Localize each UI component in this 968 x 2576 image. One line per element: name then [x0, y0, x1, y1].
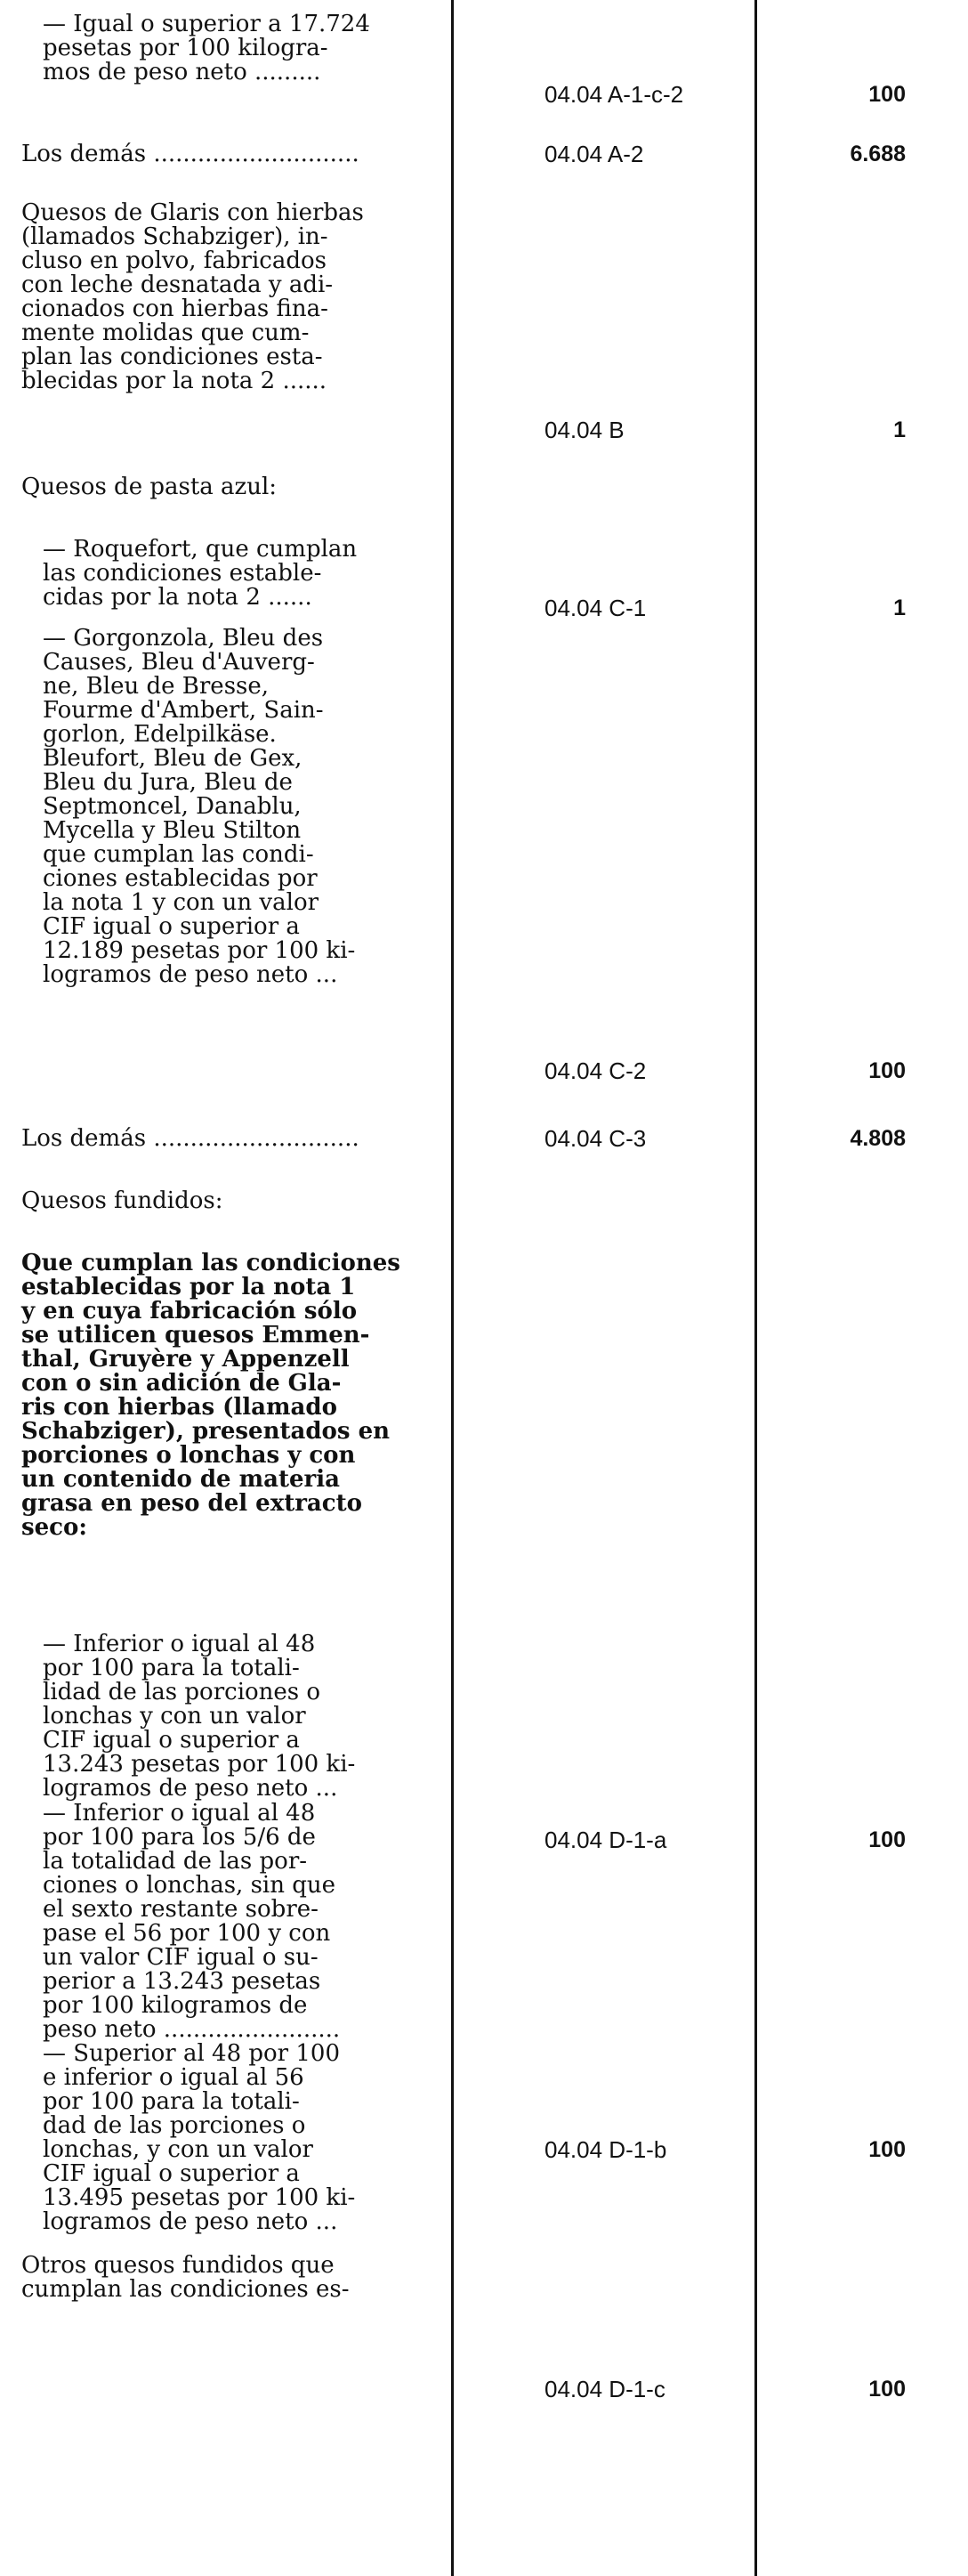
column-divider-left: [451, 0, 454, 2576]
tariff-code: 04.04 C-1: [544, 595, 647, 621]
tariff-code: 04.04 C-3: [544, 1125, 647, 1152]
description-item: — Gorgonzola, Bleu des Causes, Bleu d'Auverg- ne, Bleu de Bresse, Fourme d'Ambert, Sain- gorlon, Edelpilkäse. Bleufort, Bleu de Gex, Bleu du Jura, Bleu de Septmoncel, Danablu, Mycella y Bleu Stilton que cumplan las condi- ciones establecidas por la nota 1 y con un valor CIF igual o superior a 12.189 pesetas por 100 ki- logramos de peso neto ...: [43, 625, 356, 988]
description-item: — Inferior o igual al 48 por 100 para la totali- lidad de las porciones o lonchas y con un valor CIF igual o superior a 13.243 pesetas por 100 ki- logramos de peso neto ...: [43, 1631, 356, 1802]
duty-value: 100: [868, 2137, 906, 2162]
description-item: Los demás ............................: [21, 1125, 359, 1152]
tariff-code: 04.04 B: [544, 417, 625, 443]
tariff-code: 04.04 A-2: [544, 141, 644, 167]
description-item: Otros quesos fundidos que cumplan las condiciones es-: [21, 2252, 350, 2303]
duty-value: 100: [868, 82, 906, 107]
duty-value: 4.808: [850, 1126, 906, 1151]
duty-value: 6.688: [850, 142, 906, 166]
tariff-code: 04.04 A-1-c-2: [544, 81, 684, 108]
description-item: — Roquefort, que cumplan las condiciones estable- cidas por la nota 2 ......: [43, 536, 358, 611]
duty-value: 1: [893, 417, 906, 442]
duty-value: 100: [868, 1058, 906, 1083]
tariff-code: 04.04 D-1-b: [544, 2136, 667, 2163]
description-item: — Igual o superior a 17.724 pesetas por 100 kilogra- mos de peso neto .........: [43, 11, 370, 85]
tariff-code: 04.04 C-2: [544, 1057, 647, 1084]
description-item: Los demás ............................: [21, 141, 359, 167]
description-item: Quesos de Glaris con hierbas (llamados Schabziger), in- cluso en polvo, fabricados con leche desnatada y adi- cionados con hierbas fina- mente molidas que cum- plan las condiciones esta- blecidas por la nota 2 ......: [21, 199, 364, 394]
duty-value: 1: [893, 595, 906, 620]
section-heading: Quesos de pasta azul:: [21, 474, 278, 500]
description-item: Que cumplan las condiciones establecidas por la nota 1 y en cuya fabricación sólo se utilicen quesos Emmen- thal, Gruyère y Appenzell con o sin adición de Gla- ris con hierbas (llamado Schabziger), presentados en porciones o lonchas y con un contenido de materia grasa en peso del extracto seco:: [21, 1250, 400, 1541]
description-item: — Inferior o igual al 48 por 100 para los 5/6 de la totalidad de las por- ciones o lonchas, sin que el sexto restante sobre- pase el 56 por 100 y con un valor CIF igual o su- perior a 13.243 pesetas por 100 kilogramos de peso neto ........................: [43, 1800, 341, 2043]
description-item: — Superior al 48 por 100 e inferior o igual al 56 por 100 para la totali- dad de las porciones o lonchas, y con un valor CIF igual o superior a 13.495 pesetas por 100 ki- logramos de peso neto ...: [43, 2040, 356, 2235]
duty-value: 100: [868, 2377, 906, 2402]
column-divider-right: [754, 0, 757, 2576]
section-heading: Quesos fundidos:: [21, 1187, 223, 1214]
tariff-code: 04.04 D-1-c: [544, 2376, 666, 2402]
tariff-code: 04.04 D-1-a: [544, 1827, 667, 1853]
duty-value: 100: [868, 1827, 906, 1852]
